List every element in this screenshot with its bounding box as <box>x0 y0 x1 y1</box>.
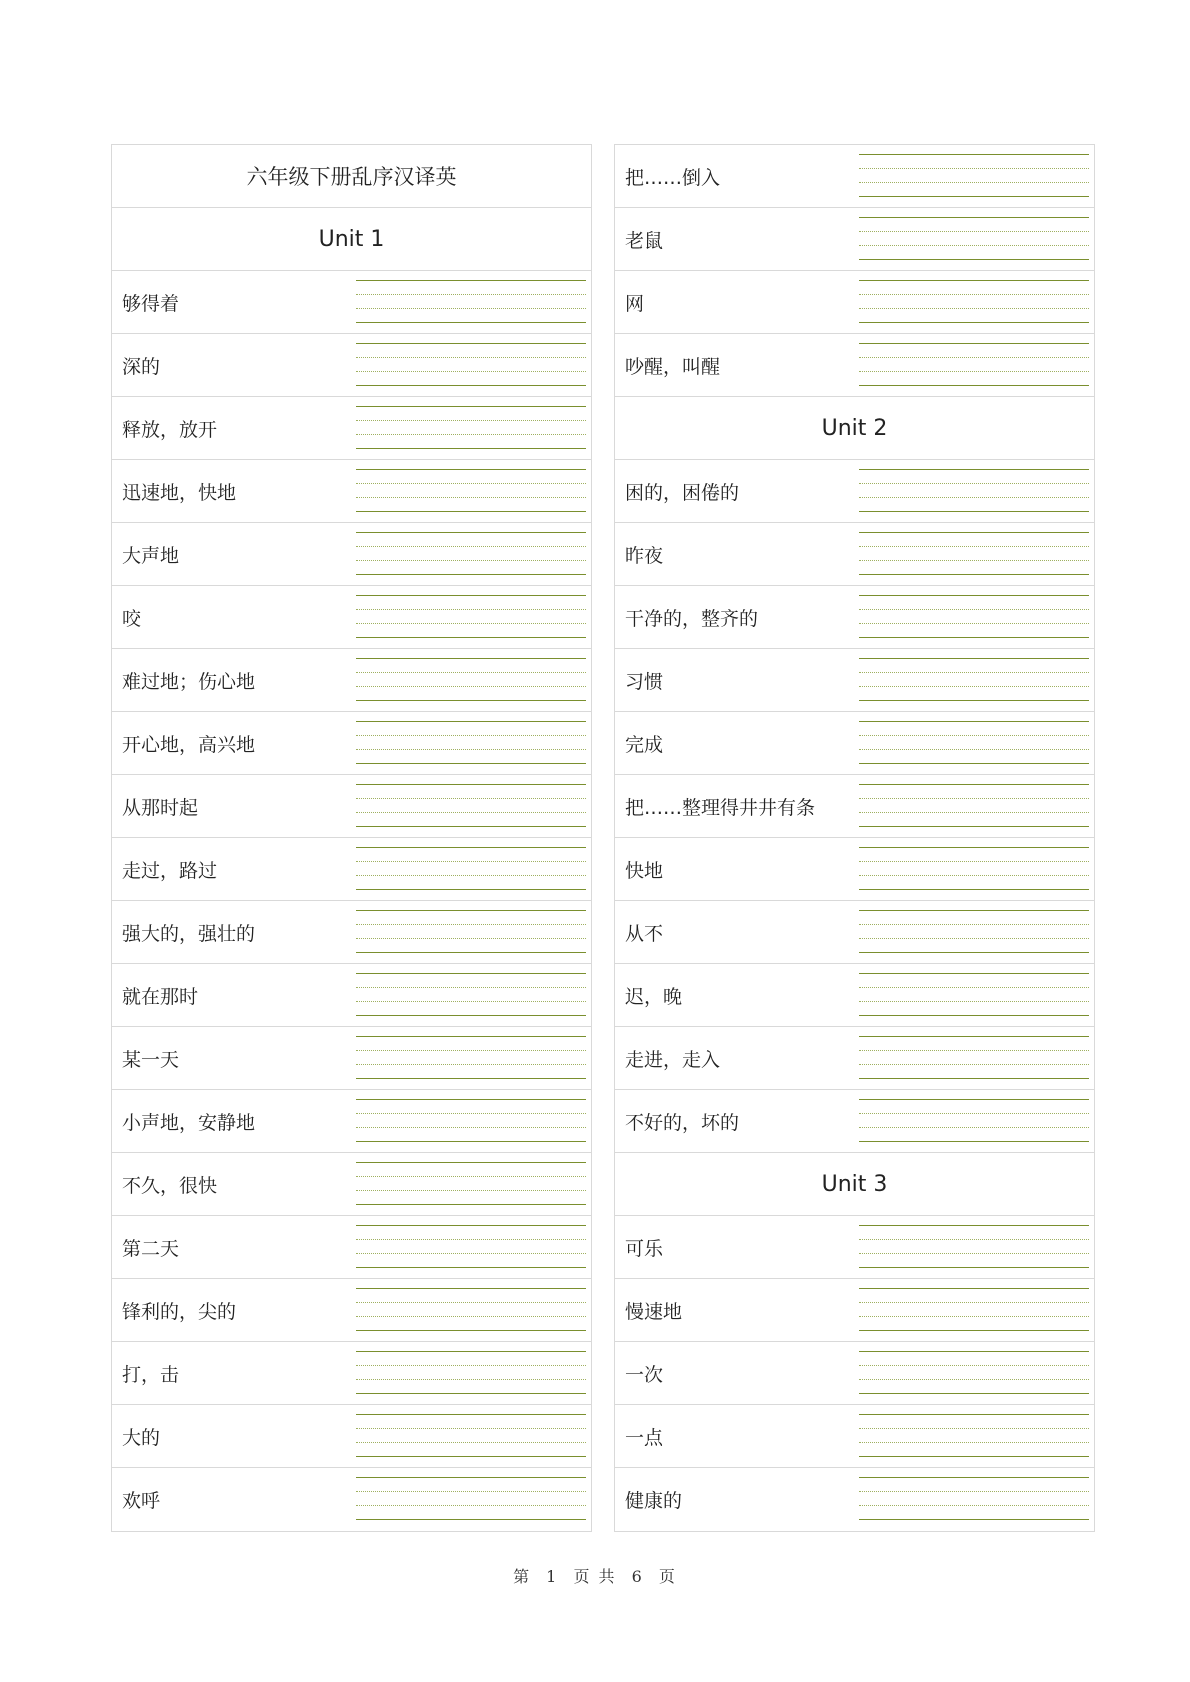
solid-guide-line <box>356 1162 586 1163</box>
chinese-word: 吵醒，叫醒 <box>625 355 721 378</box>
worksheet-title: 六年级下册乱序汉译英 <box>112 145 591 208</box>
dotted-guide-line <box>859 168 1089 169</box>
dotted-guide-line <box>859 308 1089 309</box>
answer-writing-lines[interactable] <box>859 1288 1089 1332</box>
vocab-row <box>615 712 1094 775</box>
dotted-guide-line <box>859 1064 1089 1065</box>
dotted-guide-line <box>859 749 1089 750</box>
solid-guide-line <box>356 1099 586 1100</box>
chinese-word: 完成 <box>625 733 664 756</box>
solid-guide-line <box>859 889 1089 890</box>
dotted-guide-line <box>859 182 1089 183</box>
solid-guide-line <box>356 1225 586 1226</box>
solid-guide-line <box>356 910 586 911</box>
solid-guide-line <box>859 637 1089 638</box>
dotted-guide-line <box>356 861 586 862</box>
chinese-word: 迟，晚 <box>625 985 683 1008</box>
solid-guide-line <box>356 343 586 344</box>
dotted-guide-line <box>859 1050 1089 1051</box>
solid-guide-line <box>356 784 586 785</box>
chinese-word: 某一天 <box>122 1048 180 1071</box>
solid-guide-line <box>859 1456 1089 1457</box>
solid-guide-line <box>356 385 586 386</box>
dotted-guide-line <box>356 875 586 876</box>
dotted-guide-line <box>356 1113 586 1114</box>
solid-guide-line <box>859 826 1089 827</box>
dotted-guide-line <box>859 1239 1089 1240</box>
chinese-word: 一次 <box>625 1363 664 1386</box>
dotted-guide-line <box>859 560 1089 561</box>
dotted-guide-line <box>356 1365 586 1366</box>
vocab-row <box>112 1216 591 1279</box>
dotted-guide-line <box>859 294 1089 295</box>
chinese-word: 老鼠 <box>625 229 664 252</box>
chinese-word: 开心地，高兴地 <box>122 733 256 756</box>
answer-writing-lines[interactable] <box>356 595 586 639</box>
solid-guide-line <box>356 574 586 575</box>
dotted-guide-line <box>356 686 586 687</box>
answer-writing-lines[interactable] <box>356 1225 586 1269</box>
solid-guide-line <box>356 1015 586 1016</box>
dotted-guide-line <box>356 812 586 813</box>
vocab-row <box>112 271 591 334</box>
footer-suffix: 页 <box>658 1567 677 1586</box>
chinese-word: 难过地；伤心地 <box>122 670 256 693</box>
solid-guide-line <box>356 1204 586 1205</box>
dotted-guide-line <box>356 1428 586 1429</box>
solid-guide-line <box>859 721 1089 722</box>
answer-writing-lines[interactable] <box>859 658 1089 702</box>
solid-guide-line <box>859 952 1089 953</box>
dotted-guide-line <box>356 609 586 610</box>
dotted-guide-line <box>356 749 586 750</box>
dotted-guide-line <box>356 735 586 736</box>
page-footer <box>0 1564 1190 1587</box>
unit-2-heading: Unit 2 <box>615 397 1094 460</box>
answer-writing-lines[interactable] <box>859 532 1089 576</box>
dotted-guide-line <box>356 1491 586 1492</box>
solid-guide-line <box>859 196 1089 197</box>
vocab-row <box>112 1468 591 1531</box>
solid-guide-line <box>859 343 1089 344</box>
vocab-row <box>615 838 1094 901</box>
solid-guide-line <box>356 532 586 533</box>
dotted-guide-line <box>859 1442 1089 1443</box>
footer-total-pages: 6 <box>631 1567 644 1586</box>
dotted-guide-line <box>356 294 586 295</box>
chinese-word: 困的，困倦的 <box>625 481 740 504</box>
dotted-guide-line <box>356 420 586 421</box>
solid-guide-line <box>859 1393 1089 1394</box>
chinese-word: 欢呼 <box>122 1489 161 1512</box>
unit-3-heading: Unit 3 <box>615 1153 1094 1216</box>
solid-guide-line <box>356 1036 586 1037</box>
dotted-guide-line <box>356 1442 586 1443</box>
dotted-guide-line <box>859 924 1089 925</box>
dotted-guide-line <box>859 357 1089 358</box>
dotted-guide-line <box>356 672 586 673</box>
dotted-guide-line <box>859 861 1089 862</box>
vocab-row <box>112 1027 591 1090</box>
dotted-guide-line <box>859 546 1089 547</box>
chinese-word: 从那时起 <box>122 796 199 819</box>
dotted-guide-line <box>859 1253 1089 1254</box>
answer-writing-lines[interactable] <box>356 1288 586 1332</box>
solid-guide-line <box>859 1330 1089 1331</box>
solid-guide-line <box>859 1141 1089 1142</box>
dotted-guide-line <box>859 875 1089 876</box>
vocab-row <box>112 649 591 712</box>
solid-guide-line <box>859 658 1089 659</box>
chinese-word: 网 <box>625 292 645 315</box>
dotted-guide-line <box>356 623 586 624</box>
dotted-guide-line <box>859 798 1089 799</box>
dotted-guide-line <box>356 1316 586 1317</box>
dotted-guide-line <box>356 1505 586 1506</box>
vocab-row <box>615 271 1094 334</box>
vocab-row <box>112 1405 591 1468</box>
vocab-row <box>112 775 591 838</box>
dotted-guide-line <box>356 1127 586 1128</box>
chinese-word: 够得着 <box>122 292 180 315</box>
answer-writing-lines[interactable] <box>859 1036 1089 1080</box>
chinese-word: 可乐 <box>625 1237 664 1260</box>
answer-writing-lines[interactable] <box>859 1477 1089 1521</box>
vocab-row <box>615 145 1094 208</box>
vocab-row <box>112 901 591 964</box>
dotted-guide-line <box>859 1379 1089 1380</box>
dotted-guide-line <box>859 245 1089 246</box>
answer-writing-lines[interactable] <box>859 343 1089 387</box>
left-column <box>111 144 592 1532</box>
vocab-row <box>615 1027 1094 1090</box>
vocab-row <box>112 964 591 1027</box>
vocab-row <box>112 712 591 775</box>
solid-guide-line <box>859 700 1089 701</box>
answer-writing-lines[interactable] <box>859 1225 1089 1269</box>
vocab-row <box>615 1342 1094 1405</box>
dotted-guide-line <box>859 371 1089 372</box>
solid-guide-line <box>356 595 586 596</box>
solid-guide-line <box>859 1225 1089 1226</box>
solid-guide-line <box>859 532 1089 533</box>
dotted-guide-line <box>356 1176 586 1177</box>
chinese-word: 干净的，整齐的 <box>625 607 759 630</box>
vocab-row <box>615 1468 1094 1531</box>
answer-writing-lines[interactable] <box>859 1414 1089 1458</box>
chinese-word: 把……倒入 <box>625 166 721 189</box>
solid-guide-line <box>859 511 1089 512</box>
dotted-guide-line <box>859 1428 1089 1429</box>
answer-writing-lines[interactable] <box>859 1099 1089 1143</box>
answer-writing-lines[interactable] <box>356 1036 586 1080</box>
dotted-guide-line <box>859 1491 1089 1492</box>
answer-writing-lines[interactable] <box>859 784 1089 828</box>
solid-guide-line <box>859 1351 1089 1352</box>
dotted-guide-line <box>356 1050 586 1051</box>
solid-guide-line <box>859 154 1089 155</box>
chinese-word: 健康的 <box>625 1489 683 1512</box>
solid-guide-line <box>356 1330 586 1331</box>
vocab-row <box>112 523 591 586</box>
answer-writing-lines[interactable] <box>356 1099 586 1143</box>
dotted-guide-line <box>859 483 1089 484</box>
dotted-guide-line <box>859 735 1089 736</box>
answer-writing-lines[interactable] <box>356 1477 586 1521</box>
answer-writing-lines[interactable] <box>356 469 586 513</box>
dotted-guide-line <box>859 1302 1089 1303</box>
solid-guide-line <box>859 847 1089 848</box>
solid-guide-line <box>859 1015 1089 1016</box>
solid-guide-line <box>859 217 1089 218</box>
answer-writing-lines[interactable] <box>356 1162 586 1206</box>
solid-guide-line <box>356 826 586 827</box>
footer-current-page: 1 <box>546 1567 559 1586</box>
answer-writing-lines[interactable] <box>356 973 586 1017</box>
solid-guide-line <box>356 1141 586 1142</box>
dotted-guide-line <box>859 1127 1089 1128</box>
solid-guide-line <box>859 1099 1089 1100</box>
answer-writing-lines[interactable] <box>356 847 586 891</box>
answer-writing-lines[interactable] <box>859 469 1089 513</box>
vocab-row <box>615 1090 1094 1153</box>
answer-writing-lines[interactable] <box>356 658 586 702</box>
footer-mid: 页 共 <box>573 1567 617 1586</box>
vocab-row <box>615 208 1094 271</box>
answer-writing-lines[interactable] <box>356 280 586 324</box>
solid-guide-line <box>356 1477 586 1478</box>
chinese-word: 释放，放开 <box>122 418 218 441</box>
solid-guide-line <box>859 1414 1089 1415</box>
solid-guide-line <box>859 595 1089 596</box>
vocab-row <box>615 964 1094 1027</box>
solid-guide-line <box>859 1036 1089 1037</box>
answer-writing-lines[interactable] <box>356 343 586 387</box>
solid-guide-line <box>356 847 586 848</box>
vocab-row <box>615 1405 1094 1468</box>
dotted-guide-line <box>356 1253 586 1254</box>
dotted-guide-line <box>859 1365 1089 1366</box>
answer-writing-lines[interactable] <box>356 532 586 576</box>
chinese-word: 就在那时 <box>122 985 199 1008</box>
solid-guide-line <box>859 784 1089 785</box>
solid-guide-line <box>356 511 586 512</box>
dotted-guide-line <box>859 672 1089 673</box>
solid-guide-line <box>356 889 586 890</box>
solid-guide-line <box>356 763 586 764</box>
solid-guide-line <box>356 1078 586 1079</box>
chinese-word: 迅速地，快地 <box>122 481 237 504</box>
chinese-word: 快地 <box>625 859 664 882</box>
vocab-row <box>112 1279 591 1342</box>
vocab-row <box>615 586 1094 649</box>
chinese-word: 走进，走入 <box>625 1048 721 1071</box>
solid-guide-line <box>859 973 1089 974</box>
dotted-guide-line <box>859 1001 1089 1002</box>
answer-writing-lines[interactable] <box>859 1351 1089 1395</box>
vocab-row <box>615 523 1094 586</box>
solid-guide-line <box>356 1393 586 1394</box>
solid-guide-line <box>356 658 586 659</box>
solid-guide-line <box>356 973 586 974</box>
dotted-guide-line <box>356 1302 586 1303</box>
dotted-guide-line <box>356 483 586 484</box>
solid-guide-line <box>859 259 1089 260</box>
dotted-guide-line <box>356 357 586 358</box>
solid-guide-line <box>859 763 1089 764</box>
solid-guide-line <box>356 469 586 470</box>
dotted-guide-line <box>356 434 586 435</box>
vocab-row <box>112 460 591 523</box>
chinese-word: 锋利的，尖的 <box>122 1300 237 1323</box>
answer-writing-lines[interactable] <box>859 217 1089 261</box>
chinese-word: 习惯 <box>625 670 664 693</box>
chinese-word: 从不 <box>625 922 664 945</box>
dotted-guide-line <box>859 812 1089 813</box>
chinese-word: 咬 <box>122 607 142 630</box>
chinese-word: 把……整理得井井有条 <box>625 796 816 819</box>
solid-guide-line <box>356 448 586 449</box>
dotted-guide-line <box>356 1379 586 1380</box>
solid-guide-line <box>859 1267 1089 1268</box>
dotted-guide-line <box>859 1505 1089 1506</box>
dotted-guide-line <box>356 308 586 309</box>
solid-guide-line <box>356 1414 586 1415</box>
solid-guide-line <box>859 1288 1089 1289</box>
vocab-row <box>112 838 591 901</box>
solid-guide-line <box>859 910 1089 911</box>
solid-guide-line <box>859 280 1089 281</box>
dotted-guide-line <box>859 938 1089 939</box>
dotted-guide-line <box>859 686 1089 687</box>
vocab-row <box>112 397 591 460</box>
solid-guide-line <box>859 322 1089 323</box>
answer-writing-lines[interactable] <box>859 595 1089 639</box>
dotted-guide-line <box>859 497 1089 498</box>
unit-1-heading: Unit 1 <box>112 208 591 271</box>
vocab-row <box>615 1279 1094 1342</box>
solid-guide-line <box>356 322 586 323</box>
dotted-guide-line <box>859 1113 1089 1114</box>
solid-guide-line <box>356 700 586 701</box>
answer-writing-lines[interactable] <box>859 154 1089 198</box>
footer-prefix: 第 <box>513 1567 532 1586</box>
dotted-guide-line <box>356 1239 586 1240</box>
chinese-word: 打，击 <box>122 1363 180 1386</box>
chinese-word: 走过，路过 <box>122 859 218 882</box>
dotted-guide-line <box>356 546 586 547</box>
answer-writing-lines[interactable] <box>859 721 1089 765</box>
solid-guide-line <box>356 1519 586 1520</box>
dotted-guide-line <box>356 1064 586 1065</box>
vocab-row <box>615 901 1094 964</box>
solid-guide-line <box>356 406 586 407</box>
answer-writing-lines[interactable] <box>356 784 586 828</box>
dotted-guide-line <box>859 623 1089 624</box>
solid-guide-line <box>356 637 586 638</box>
answer-writing-lines[interactable] <box>356 406 586 450</box>
dotted-guide-line <box>859 609 1089 610</box>
dotted-guide-line <box>356 798 586 799</box>
vocab-row <box>112 1342 591 1405</box>
chinese-word: 深的 <box>122 355 161 378</box>
right-column <box>614 144 1095 1532</box>
dotted-guide-line <box>356 560 586 561</box>
solid-guide-line <box>356 1351 586 1352</box>
chinese-word: 慢速地 <box>625 1300 683 1323</box>
dotted-guide-line <box>356 924 586 925</box>
vocab-row <box>615 649 1094 712</box>
dotted-guide-line <box>859 1316 1089 1317</box>
chinese-word: 大的 <box>122 1426 161 1449</box>
solid-guide-line <box>356 952 586 953</box>
dotted-guide-line <box>356 1001 586 1002</box>
dotted-guide-line <box>356 371 586 372</box>
dotted-guide-line <box>356 1190 586 1191</box>
answer-writing-lines[interactable] <box>859 973 1089 1017</box>
vocab-row <box>615 460 1094 523</box>
vocab-row <box>615 1216 1094 1279</box>
vocab-row <box>112 1153 591 1216</box>
solid-guide-line <box>859 385 1089 386</box>
answer-writing-lines[interactable] <box>859 847 1089 891</box>
solid-guide-line <box>356 1288 586 1289</box>
solid-guide-line <box>356 721 586 722</box>
vocab-row <box>615 334 1094 397</box>
answer-writing-lines[interactable] <box>356 1351 586 1395</box>
solid-guide-line <box>356 280 586 281</box>
vocab-row <box>615 775 1094 838</box>
answer-writing-lines[interactable] <box>356 910 586 954</box>
vocab-row <box>112 334 591 397</box>
dotted-guide-line <box>356 938 586 939</box>
solid-guide-line <box>356 1267 586 1268</box>
dotted-guide-line <box>356 497 586 498</box>
solid-guide-line <box>859 1078 1089 1079</box>
answer-writing-lines[interactable] <box>356 1414 586 1458</box>
solid-guide-line <box>859 1519 1089 1520</box>
solid-guide-line <box>859 469 1089 470</box>
answer-writing-lines[interactable] <box>859 910 1089 954</box>
chinese-word: 一点 <box>625 1426 664 1449</box>
chinese-word: 第二天 <box>122 1237 180 1260</box>
solid-guide-line <box>859 1477 1089 1478</box>
vocab-row <box>112 1090 591 1153</box>
vocab-row <box>112 586 591 649</box>
chinese-word: 小声地，安静地 <box>122 1111 256 1134</box>
chinese-word: 昨夜 <box>625 544 664 567</box>
solid-guide-line <box>356 1456 586 1457</box>
chinese-word: 强大的，强壮的 <box>122 922 256 945</box>
solid-guide-line <box>859 574 1089 575</box>
dotted-guide-line <box>356 987 586 988</box>
answer-writing-lines[interactable] <box>859 280 1089 324</box>
dotted-guide-line <box>859 231 1089 232</box>
chinese-word: 不好的，坏的 <box>625 1111 740 1134</box>
chinese-word: 大声地 <box>122 544 180 567</box>
dotted-guide-line <box>859 987 1089 988</box>
answer-writing-lines[interactable] <box>356 721 586 765</box>
chinese-word: 不久，很快 <box>122 1174 218 1197</box>
